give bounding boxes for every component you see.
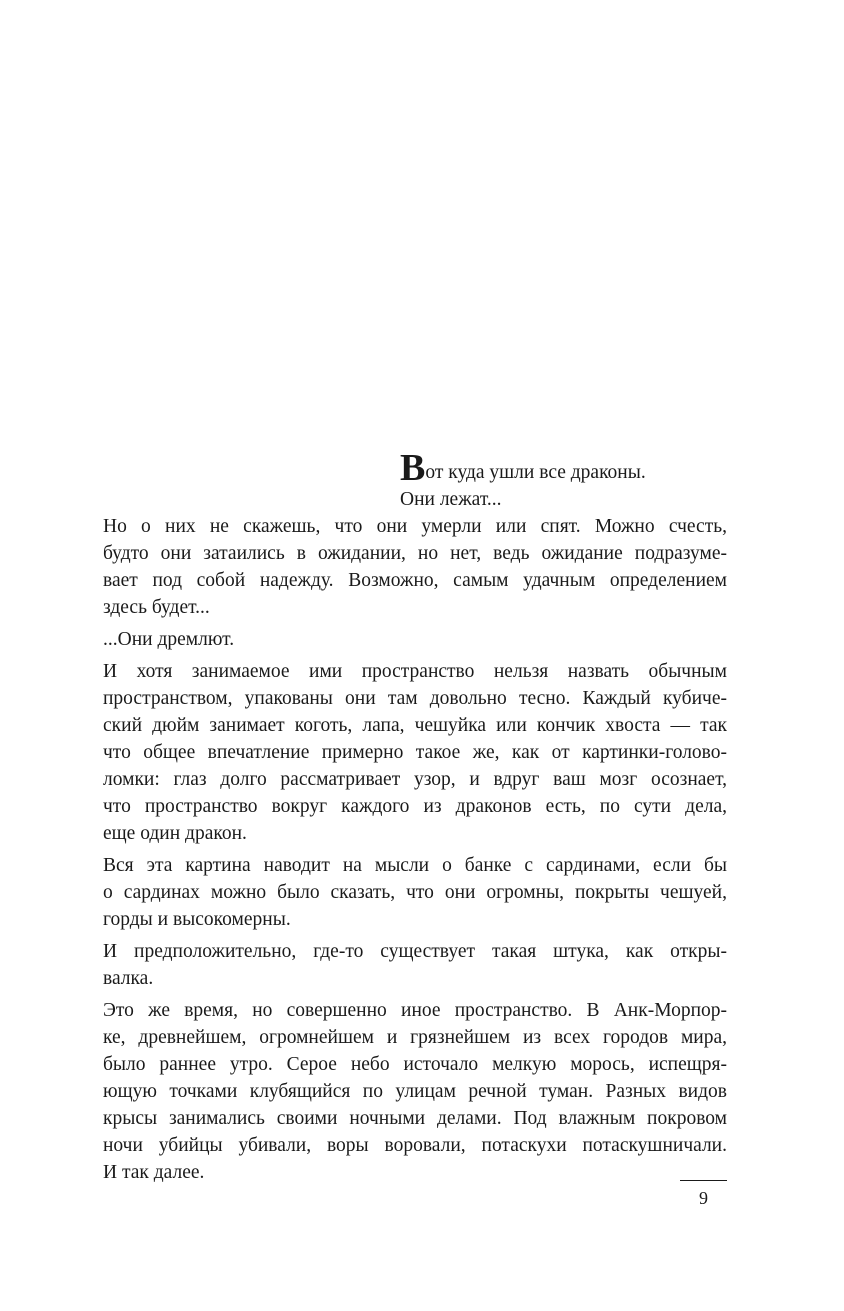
epigraph-line-2: Они лежат... [400,489,502,510]
paragraph [103,852,727,933]
text-line: И предположительно, где-то существует такая штука, как откры- [103,941,727,962]
text-block [103,447,727,1186]
text-line: ...Они дремлют. [103,629,235,650]
paragraph [103,997,727,1186]
text-line: ский дюйм занимает коготь, лапа, чешуйка или кончик хвоста — так [103,715,727,736]
text-line: крысы занимались своими ночными делами. Под влажным покровом [103,1108,727,1129]
text-line: здесь будет... [103,597,210,618]
text-line: о сардинах можно было сказать, что они огромны, покрыты чешуей, [103,882,727,903]
paragraph [103,513,727,621]
text-line: пространством, упакованы они там довольно тесно. Каждый кубиче- [103,688,727,709]
paragraph [103,626,727,653]
page-number: 9 [699,1188,708,1208]
footer-rule [680,1180,727,1181]
text-line: ке, древнейшем, огромнейшем и грязнейшем из всех городов мира, [103,1027,727,1048]
text-line: что пространство вокруг каждого из драконов есть, по сути дела, [103,796,727,817]
paragraph [103,658,727,847]
epigraph-line-1 [400,447,727,489]
text-line: еще один дракон. [103,823,247,844]
text-line: что общее впечатление примерно такое же, как от картинки-голово- [103,742,727,763]
text-line: вает под собой надежду. Возможно, самым удачным определением [103,570,727,591]
text-line: ющую точками клубящийся по улицам речной туман. Разных видов [103,1081,727,1102]
drop-cap: В [400,447,426,489]
text-line: Но о них не скажешь, что они умерли или спят. Можно счесть, [103,516,727,537]
body-paragraphs [103,513,727,1186]
epigraph [400,447,727,513]
text-line: валка. [103,968,154,989]
epigraph-line-1-text: от куда ушли все драконы. [425,462,646,483]
text-line: будто они затаились в ожидании, но нет, ведь ожидание подразуме- [103,543,727,564]
text-line: И так далее. [103,1162,205,1183]
text-line: И хотя занимаемое ими пространство нельзя назвать обычным [103,661,727,682]
text-line: ночи убийцы убивали, воры воровали, потаскухи потаскушничали. [103,1135,727,1156]
text-line: Это же время, но совершенно иное пространство. В Анк-Морпор- [103,1000,727,1021]
text-line: Вся эта картина наводит на мысли о банке с сардинами, если бы [103,855,727,876]
text-line: было раннее утро. Серое небо источало мелкую морось, испещря- [103,1054,727,1075]
text-line: ломки: глаз долго рассматривает узор, и вдруг ваш мозг осознает, [103,769,727,790]
text-line: горды и высокомерны. [103,909,291,930]
paragraph [103,938,727,992]
